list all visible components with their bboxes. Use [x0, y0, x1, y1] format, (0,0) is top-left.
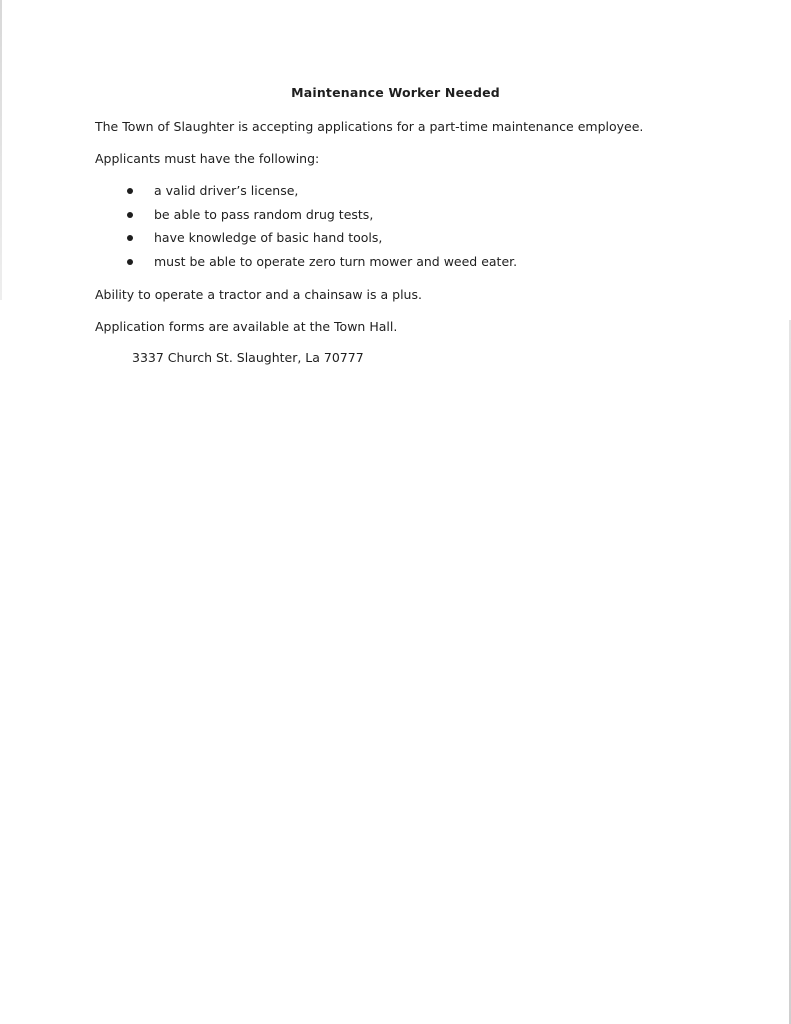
bullet-icon	[127, 259, 133, 265]
scan-edge-left	[0, 0, 2, 300]
plus-note: Ability to operate a tractor and a chainsaw is a plus.	[95, 287, 422, 302]
bullet-icon	[127, 188, 133, 194]
town-hall-address: 3337 Church St. Slaughter, La 70777	[132, 350, 364, 365]
requirement-text: must be able to operate zero turn mower and weed eater.	[154, 253, 518, 269]
intro-paragraph: The Town of Slaughter is accepting applications for a part-time maintenance employee.	[95, 119, 644, 134]
requirements-heading: Applicants must have the following:	[95, 151, 320, 166]
requirement-text: be able to pass random drug tests,	[154, 206, 374, 222]
requirement-text: a valid driver’s license,	[154, 183, 299, 198]
requirement-text: have knowledge of basic hand tools,	[154, 230, 383, 245]
bullet-icon	[127, 212, 133, 218]
availability-note: Application forms are available at the Town Hall.	[95, 319, 398, 334]
document-title: Maintenance Worker Needed	[291, 85, 500, 100]
bullet-icon	[127, 235, 133, 241]
